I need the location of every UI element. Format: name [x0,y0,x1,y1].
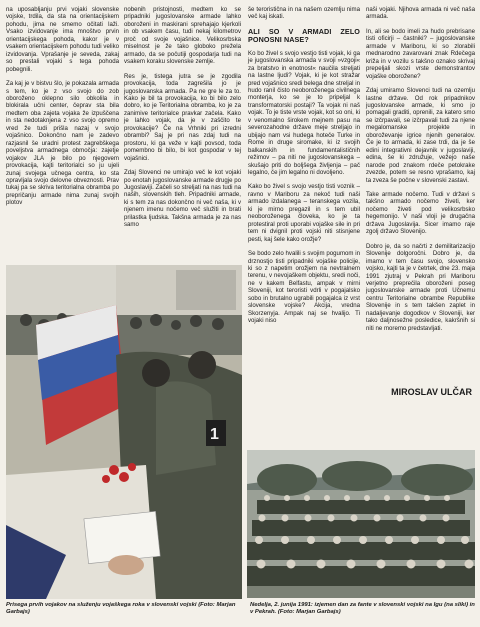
photo-caption-1: Prisega prvih vojakov na služenju vojaškega roka v slovenski vojski (Foto: Marjan Garbajs) [6,602,236,615]
article-column-1 [6,6,119,214]
author-signature: MIROSLAV ULČAR [391,387,472,397]
soldiers-formation-photo [247,450,475,598]
paragraph: Take armade nočemo. Tudi v državi s takšno armado nočemo živeti, ker nočemo živeti pod velikosrbsko hegemonijo. V naši vloji je drugačna država Jugoslavija. Sicer imamo raje zgolj državo Slovenijo. [366,190,475,236]
article-column-4 [366,6,475,339]
paragraph: naši vojaki. Njihova armada ni več naša armada. [366,6,475,21]
paragraph: še teroristična in na našem ozemlju nima več kaj iskati. [248,6,360,21]
paragraph: Se bodo zelo hvalili s svojim pogumom in drznostjo tisti pripadniki vojaške policije, ki so z napetim orožjem na nevtralnem terenu, v nevojaškem objektu, sredi noči, ne v kakem Belfastu, ampak v mirni Sloveniji, kot teroristi vdrli v pogajalsko sobo in brutalno ugrabili pogajalca iz vrst slovenske vojske? Akcija, vredna Skorzenyja. Ampak naj se hvalijo. Ti vojaki niso [248,250,360,325]
oath-ceremony-photo [6,265,242,599]
badge-number: 1 [210,426,219,443]
paragraph: Zdaj Slovenci ne umirajo več le kot vojaki po enotah jugoslovanske armade drugje po Jugoslaviji. Začeli so streljati na nas tudi na naših, slovenskih tleh. Pripadniki armade, ki s tem za nas dokončno ni več naša, ki v njenem imenu nočemo več služiti in brati prilastka ljudska. Takšna armada je za nas samo [124,169,241,229]
paragraph: Ko bo živel s svojo vestjo tisti vojak, ki ga je jugoslovanska armada v svoji »vzgoji« za bratstvo in enotnost« naučila streljati na lastne ljudi? Vojak, ki je kot stražar pred vojašnico sredi belega dne streljal in hudo ranil čisto neoboroženega civilnega monterja, ko se je to pripeljal k transformatorski postaji? Ta vojak ni naš vojak. To je tiste vrste vojak, kot so oni, ki v venomalno širokem mejnem pasu na severozahodne države meje streljajo in ubijajo nam vsi hudega hoteče Turke in Rome in druge siromake, ki iz svojih balkanskih in fundamentalističnih režimov – pa niti ne jugoslovanskega – skušajo priti do boljšega življenja – pač legalno, če jim legalno ni dovoljeno. [248,49,360,176]
article-column-2 [124,6,241,236]
paragraph: In, ali se bodo imeli za hudo prebrisane tisti oficirji – častniki? – jugoslovanske armade v Mariboru, ki so zlorabili mednarodno zavarovani znak Rdečega križa in v vozilu s takšno oznako skrivaj prepeljali skozi vrste demonstrantov vojaške oborožene? [366,27,475,80]
paragraph: na uposabljanju prvi vojaki slovenske vojske, trdila, da sta na orientacijskem pohodu, jima ne smemo očitati laži. Vsako izvidovanje ima mnoštvo prvin orientacijskega pohoda, kakor je v vsakem orientacijskem pohodu tudi veliko izvidovanja. Vprašanje je seveda, zakaj so prestali vojaki s tega pohoda pobegnili. [6,6,119,73]
photo-caption-2: Nedelja, 2. junija 1991: izjemen dan za fante v slovenski vojski na Igu (na sliki) in v Pekrah. (Foto: Marjan Garbajs) [250,602,475,615]
paragraph: Dobro je, da so načrti z demilitarizacijo Slovenije dolgoročni. Dobro je, da imamo v tem času svojo, slovensko vojsko, kajti ta je v četrtek, dne 23. maja 1991 zjutraj v Pekrah pri Mariboru verjetno preprečila oboroženi poseg jugoslovanske armade proti Učnemu centru Teritorialne obrambe Republike Slovenije in s tem takšen zaplet in nadaljevanje dogodkov v Sloveniji, ker tako daljnosežne posledice, kakršnih si niti ne moremo predstavljati. [366,242,475,332]
paragraph: nobenih pristojnosti, medtem ko se pripadniki jugoslovanske armade lahko oboroženi in maskirani sprehajajo kjerkoli in ob vsakem času, tudi nekaj kilometrov proč od svoje vojašnice. Velikosrbska miselnost je že tako globoko prežela armado, da se počutiji gospodarja tudi na vsakem koraku slovenske zemlje. [124,6,241,66]
paragraph: Zdaj umiramo Slovenci tudi na ozemlju lastne države. Od rok pripadnikov jugoslovanske armade, ki smo jo pomagali graditi, oprenili, za katero smo se izčrpavali, se izčrpavali tudi za njene megalomanske projekte in oboroževanje igrice njenih generalov. Če je to armada, ki zase trdi, da je še edini integrativni dejavnik v jugoslaviji, edina, še ki združuje, vežejo naše narode pod znakom rdeče petokrake zvezde, potem se resno vprašamo, kaj ta zveza še počne v slovenski zastavi. [366,87,475,184]
paragraph: Res je, tistega jutra se je zgodila provokacija, toda zagrešila jo je jugoslovanska armada. Pa ne gre le za to. Kako je bil ta provokacija, ko bi bilo zelo dobro, ko je Teritorialna obramba, ko je za zanimive teritorialce pravkar začela. Kako je lahko vojak, da je v zaščito te provokacije? Če na Vrhniki pri izredni obrambi? Saj je pri nas zdaj tudi na prostoru, ki ga veže v kajti povsod, toda pomembno bi bilo, bi kot gospodar v tej vojašnici. [124,72,241,162]
paragraph: Za kaj je v bistvu šlo, je pokazala armada s tem, ko je z vso svojo do zob oboroženo oklepno silo obkolila in blokirala učni center, čeprav sta bila medtem oba zajeta vojaka že izpuščena in sta nedotaknjena z vso svojo opremo vred že tudi prišla nazaj v svojo vojašnico. Dokončno nam je zadevo razjasnil še uradni protest zagrebškega poveljstva armadnega območja: zajetje vojakov JLA je bilo po njegovem provokacija, kajti teritorialci so ju ujeli zunaj svojega učnega centra, ko sta opravljala svojo delovne obveznosti. Prav tukaj pa se skriva teritorialna obramba po prepričanju armade nima zunaj svojih plotov [6,80,119,207]
article-column-3 [248,6,360,332]
paragraph: Kako bo živel s svojo vestjo tisti voznik – ravno v Mariboru za nekoč tudi naši armado izdalanega – teranskega vozila, ki je mirno pregazil in s tem ubil neoboroženega človeka, ko je ta protestiral proti uporabi vojaške sile in pri tem ni dvignil proti vojski niti stisnjene pesti, kaj šele kako orožje? [248,183,360,243]
subheading: ALI SO V ARMADI ZELO PONOSNI NASE? [248,26,360,45]
